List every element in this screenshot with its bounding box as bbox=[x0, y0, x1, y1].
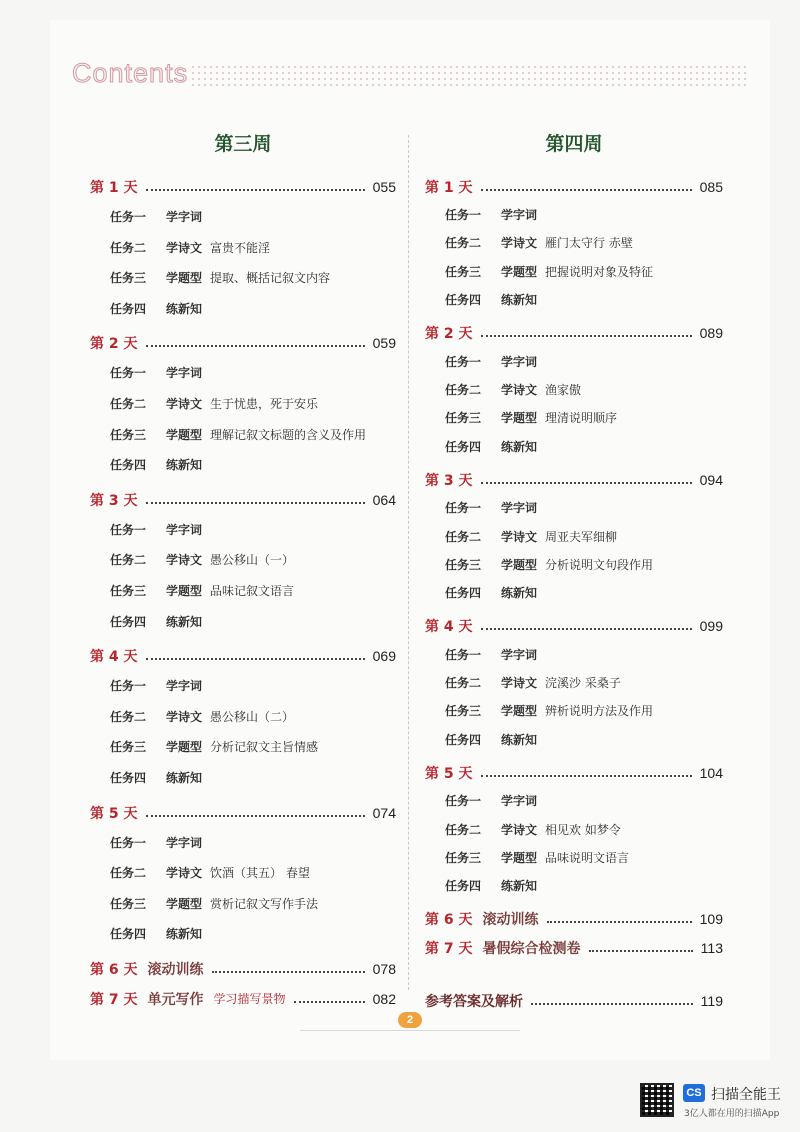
task-item bbox=[425, 286, 723, 314]
task-label: 学诗文 bbox=[166, 709, 203, 724]
task-label: 学字词 bbox=[166, 522, 203, 537]
task-label: 学诗文 bbox=[166, 396, 203, 411]
task-list bbox=[425, 494, 723, 608]
task-label: 学诗文 bbox=[166, 866, 203, 881]
task-name: 任务四 bbox=[445, 879, 482, 894]
day-topic: 暑假综合检测卷 bbox=[482, 941, 581, 958]
task-item bbox=[425, 404, 723, 432]
task-name: 任务三 bbox=[110, 427, 147, 442]
leader-dots bbox=[146, 658, 365, 660]
day-note: 学习描写景物 bbox=[213, 992, 286, 1007]
task-text: 分析说明文句段作用 bbox=[545, 557, 654, 572]
task-label: 学题型 bbox=[166, 896, 203, 911]
task-item bbox=[425, 551, 723, 579]
task-label: 学字词 bbox=[501, 794, 538, 809]
task-label: 学诗文 bbox=[166, 553, 203, 568]
task-name: 任务四 bbox=[110, 301, 147, 316]
task-text: 雁门太守行 赤壁 bbox=[545, 236, 633, 251]
day-label: 第 4 天 bbox=[425, 619, 473, 636]
task-label: 练新知 bbox=[166, 927, 203, 942]
task-label: 练新知 bbox=[166, 458, 203, 473]
task-list bbox=[90, 202, 396, 324]
task-name: 任务四 bbox=[110, 614, 147, 629]
task-label: 练新知 bbox=[501, 879, 538, 894]
task-item bbox=[425, 726, 723, 754]
task-item bbox=[90, 828, 396, 859]
day-topic: 滚动训练 bbox=[482, 912, 539, 929]
task-item bbox=[425, 669, 723, 697]
task-item bbox=[90, 515, 396, 546]
task-item bbox=[425, 787, 723, 815]
page-number: 078 bbox=[372, 960, 396, 977]
task-label: 练新知 bbox=[501, 439, 538, 454]
page-number: 109 bbox=[699, 911, 723, 928]
task-label: 练新知 bbox=[501, 732, 538, 747]
day-entry[interactable] bbox=[90, 172, 396, 202]
task-text: 理解记叙文标题的含义及作用 bbox=[210, 427, 367, 442]
task-item bbox=[425, 229, 723, 257]
task-item bbox=[425, 376, 723, 404]
task-item bbox=[425, 641, 723, 669]
day-label: 第 2 天 bbox=[425, 326, 473, 343]
task-text: 品味说明文语言 bbox=[545, 851, 630, 866]
day-entry[interactable] bbox=[90, 984, 396, 1014]
task-name: 任务一 bbox=[445, 647, 482, 662]
task-name: 任务三 bbox=[445, 264, 482, 279]
day-entry[interactable] bbox=[425, 612, 723, 641]
task-text: 愚公移山（一） bbox=[210, 553, 295, 568]
task-name: 任务四 bbox=[110, 458, 147, 473]
leader-dots bbox=[146, 815, 365, 817]
task-label: 学字词 bbox=[166, 835, 203, 850]
task-item bbox=[90, 889, 396, 920]
task-label: 学字词 bbox=[501, 501, 538, 516]
day-entry[interactable] bbox=[90, 954, 396, 984]
leader-dots bbox=[481, 775, 692, 777]
task-item bbox=[90, 576, 396, 607]
day-label: 第 3 天 bbox=[90, 492, 138, 509]
page-number: 059 bbox=[372, 335, 396, 352]
day-label: 第 5 天 bbox=[90, 805, 138, 822]
leader-dots bbox=[481, 335, 692, 337]
task-label: 学诗文 bbox=[501, 236, 538, 251]
task-label: 学诗文 bbox=[501, 529, 538, 544]
task-list bbox=[425, 348, 723, 462]
task-text: 渔家傲 bbox=[545, 382, 582, 397]
task-name: 任务三 bbox=[445, 851, 482, 866]
task-text: 理清说明顺序 bbox=[545, 411, 618, 426]
scanner-slogan: 3亿人都在用的扫描App bbox=[684, 1109, 780, 1119]
task-item bbox=[90, 858, 396, 889]
task-label: 练新知 bbox=[166, 301, 203, 316]
task-label: 学题型 bbox=[501, 851, 538, 866]
task-text: 浣溪沙 采桑子 bbox=[545, 676, 621, 691]
page-number: 085 bbox=[699, 178, 723, 195]
task-name: 任务一 bbox=[445, 501, 482, 516]
task-label: 学题型 bbox=[501, 411, 538, 426]
task-name: 任务三 bbox=[110, 583, 147, 598]
header-dot-pattern bbox=[190, 64, 750, 90]
task-item bbox=[425, 201, 723, 229]
task-item bbox=[90, 702, 396, 733]
task-label: 练新知 bbox=[501, 293, 538, 308]
leader-dots bbox=[481, 482, 692, 484]
task-label: 学题型 bbox=[166, 583, 203, 598]
task-list bbox=[425, 787, 723, 901]
task-item bbox=[90, 450, 396, 481]
task-item bbox=[90, 545, 396, 576]
day-entry[interactable] bbox=[425, 319, 723, 348]
task-text: 富贵不能淫 bbox=[210, 240, 271, 255]
task-name: 任务四 bbox=[445, 293, 482, 308]
page-number: 069 bbox=[372, 648, 396, 665]
page-number: 089 bbox=[699, 325, 723, 342]
day-entry[interactable] bbox=[425, 758, 723, 787]
task-item bbox=[425, 844, 723, 872]
task-text: 辨析说明方法及作用 bbox=[545, 704, 654, 719]
leader-dots bbox=[146, 189, 365, 191]
task-label: 学诗文 bbox=[501, 382, 538, 397]
task-label: 学字词 bbox=[166, 366, 203, 381]
footer-rule bbox=[300, 1030, 520, 1031]
task-name: 任务四 bbox=[445, 732, 482, 747]
task-text: 周亚夫军细柳 bbox=[545, 529, 618, 544]
page-number: 099 bbox=[699, 618, 723, 635]
day-label: 第 3 天 bbox=[425, 472, 473, 489]
task-item bbox=[90, 732, 396, 763]
page-number: 055 bbox=[372, 179, 396, 195]
day-entry[interactable] bbox=[90, 328, 396, 358]
task-label: 学题型 bbox=[501, 557, 538, 572]
task-label: 学字词 bbox=[501, 208, 538, 222]
task-list bbox=[90, 515, 396, 637]
task-item bbox=[90, 233, 396, 264]
day-label: 第 2 天 bbox=[90, 336, 138, 353]
task-item bbox=[90, 671, 396, 702]
task-name: 任务四 bbox=[110, 927, 147, 942]
day-entry[interactable] bbox=[425, 172, 723, 201]
task-item bbox=[425, 872, 723, 900]
task-list bbox=[425, 641, 723, 755]
task-name: 任务一 bbox=[445, 794, 482, 809]
task-label: 学题型 bbox=[166, 740, 203, 755]
task-name: 任务三 bbox=[110, 271, 147, 286]
task-label: 学字词 bbox=[501, 354, 538, 369]
day-entry[interactable] bbox=[90, 798, 396, 828]
leader-dots bbox=[146, 345, 365, 347]
page-number: 082 bbox=[372, 990, 396, 1007]
task-text: 生于忧患，死于安乐 bbox=[210, 396, 319, 411]
task-list bbox=[90, 671, 396, 793]
task-name: 任务二 bbox=[110, 709, 147, 724]
task-label: 练新知 bbox=[501, 586, 538, 601]
day-label: 第 4 天 bbox=[90, 649, 138, 666]
task-name: 任务四 bbox=[445, 439, 482, 454]
contents-header bbox=[72, 58, 762, 94]
task-name: 任务一 bbox=[110, 210, 147, 224]
task-list bbox=[425, 201, 723, 315]
task-item bbox=[425, 494, 723, 522]
task-name: 任务二 bbox=[110, 240, 147, 255]
column-divider bbox=[408, 135, 409, 990]
task-item bbox=[90, 358, 396, 389]
leader-dots bbox=[531, 1003, 693, 1005]
task-name: 任务一 bbox=[110, 835, 147, 850]
qr-code-icon bbox=[640, 1083, 674, 1117]
task-name: 任务一 bbox=[110, 366, 147, 381]
task-name: 任务二 bbox=[110, 396, 147, 411]
day-label: 第 6 天 bbox=[90, 961, 138, 978]
task-label: 练新知 bbox=[166, 770, 203, 785]
week-title: 第三周 bbox=[214, 133, 272, 155]
task-item bbox=[90, 607, 396, 638]
task-label: 学题型 bbox=[166, 271, 203, 286]
task-name: 任务四 bbox=[445, 586, 482, 601]
leader-dots bbox=[481, 628, 692, 630]
day-label: 第 5 天 bbox=[425, 765, 473, 782]
day-entry[interactable] bbox=[90, 641, 396, 671]
task-name: 任务三 bbox=[110, 896, 147, 911]
day-label: 第 6 天 bbox=[425, 912, 473, 929]
task-label: 学诗文 bbox=[501, 676, 538, 691]
task-name: 任务一 bbox=[445, 208, 482, 222]
task-item bbox=[90, 763, 396, 794]
task-item bbox=[425, 258, 723, 286]
task-text: 把握说明对象及特征 bbox=[545, 264, 654, 279]
task-name: 任务二 bbox=[445, 236, 482, 251]
task-label: 学题型 bbox=[501, 704, 538, 719]
task-name: 任务三 bbox=[445, 411, 482, 426]
scanner-app-name: 扫描全能王 bbox=[711, 1087, 781, 1103]
day-entry[interactable] bbox=[425, 465, 723, 494]
task-text: 分析记叙文主旨情感 bbox=[210, 740, 319, 755]
contents-title: Contents bbox=[72, 58, 189, 88]
day-topic: 滚动训练 bbox=[147, 961, 204, 978]
task-list bbox=[90, 358, 396, 480]
task-item bbox=[425, 348, 723, 376]
page-number-badge: 2 bbox=[398, 1012, 422, 1028]
page-number: 074 bbox=[372, 804, 396, 821]
answers-label: 参考答案及解析 bbox=[425, 994, 523, 1011]
task-item bbox=[90, 294, 396, 325]
task-item bbox=[90, 202, 396, 233]
week-column-right bbox=[425, 128, 723, 1016]
task-label: 学题型 bbox=[166, 427, 203, 442]
task-item bbox=[90, 420, 396, 451]
week-column-left bbox=[90, 128, 396, 1014]
day-topic: 单元写作 bbox=[147, 991, 204, 1008]
task-text: 相见欢 如梦令 bbox=[545, 822, 621, 837]
task-text: 饮酒（其五） 春望 bbox=[210, 866, 310, 881]
leader-dots bbox=[212, 971, 365, 973]
leader-dots bbox=[294, 1001, 365, 1003]
task-item bbox=[90, 919, 396, 950]
task-label: 学诗文 bbox=[501, 822, 538, 837]
leader-dots bbox=[481, 189, 692, 191]
task-item bbox=[425, 697, 723, 725]
task-name: 任务一 bbox=[110, 679, 147, 694]
task-name: 任务一 bbox=[110, 522, 147, 537]
page-number: 113 bbox=[700, 940, 723, 957]
task-name: 任务二 bbox=[445, 822, 482, 837]
leader-dots bbox=[589, 950, 693, 952]
task-list bbox=[90, 828, 396, 950]
task-item bbox=[425, 579, 723, 607]
day-label: 第 1 天 bbox=[425, 179, 473, 196]
leader-dots bbox=[547, 921, 692, 923]
task-name: 任务三 bbox=[445, 704, 482, 719]
task-text: 愚公移山（二） bbox=[210, 709, 295, 724]
task-text: 品味记叙文语言 bbox=[210, 583, 295, 598]
page-number: 094 bbox=[699, 471, 723, 488]
week-title: 第四周 bbox=[545, 133, 603, 155]
task-name: 任务二 bbox=[445, 676, 482, 691]
page-number: 064 bbox=[372, 491, 396, 508]
task-name: 任务二 bbox=[445, 529, 482, 544]
task-name: 任务二 bbox=[110, 553, 147, 568]
day-label: 第 1 天 bbox=[90, 180, 138, 196]
task-label: 学字词 bbox=[166, 679, 203, 694]
task-label: 学诗文 bbox=[166, 240, 203, 255]
task-name: 任务四 bbox=[110, 770, 147, 785]
task-text: 提取、概括记叙文内容 bbox=[210, 271, 331, 286]
task-label: 练新知 bbox=[166, 614, 203, 629]
task-item bbox=[425, 433, 723, 461]
task-name: 任务二 bbox=[110, 866, 147, 881]
task-label: 学题型 bbox=[501, 264, 538, 279]
page-number: 119 bbox=[700, 993, 723, 1010]
day-entry[interactable] bbox=[425, 905, 723, 934]
task-label: 学字词 bbox=[166, 210, 203, 224]
task-item bbox=[90, 263, 396, 294]
scanner-logo: CS bbox=[683, 1084, 705, 1102]
leader-dots bbox=[146, 502, 365, 504]
task-name: 任务三 bbox=[445, 557, 482, 572]
task-name: 任务二 bbox=[445, 382, 482, 397]
task-item bbox=[425, 523, 723, 551]
page-number: 104 bbox=[699, 764, 723, 781]
task-item bbox=[425, 816, 723, 844]
day-entry[interactable] bbox=[425, 934, 723, 963]
answers-entry[interactable] bbox=[425, 987, 723, 1016]
task-name: 任务三 bbox=[110, 740, 147, 755]
task-name: 任务一 bbox=[445, 354, 482, 369]
day-label: 第 7 天 bbox=[425, 941, 473, 958]
day-label: 第 7 天 bbox=[90, 991, 138, 1008]
task-text: 赏析记叙文写作手法 bbox=[210, 896, 319, 911]
task-item bbox=[90, 389, 396, 420]
day-entry[interactable] bbox=[90, 485, 396, 515]
task-label: 学字词 bbox=[501, 647, 538, 662]
